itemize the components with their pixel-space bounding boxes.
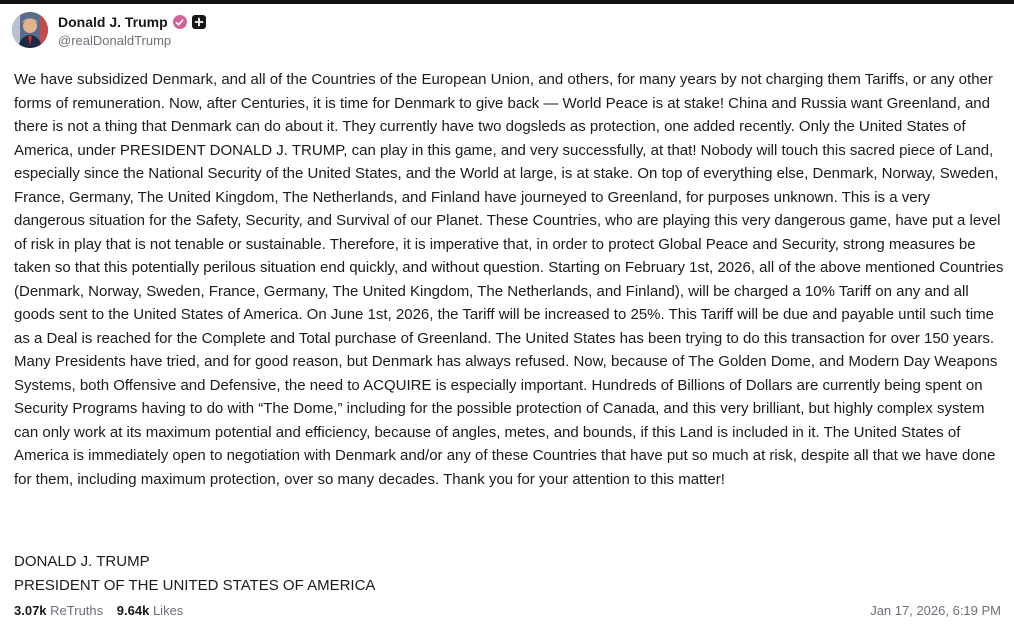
author-handle[interactable]: @realDonaldTrump (58, 33, 172, 48)
top-border (0, 0, 1014, 4)
signature-name: DONALD J. TRUMP (14, 553, 150, 570)
post-timestamp[interactable]: Jan 17, 2026, 6:19 PM (870, 603, 1001, 618)
verified-badge-icon (173, 15, 187, 29)
retruths-label: ReTruths (50, 603, 104, 618)
post-body: We have subsidized Denmark, and all of the Countries of the European Union, and others, for many years by not charging them Tariffs, or any other forms of remuneration. Now, after Centuries, it is time for Denmark to give back — World Peace is at stake! China and Russia want Greenland, and there is not a thing that Denmark can do about it. They currently have two dogsleds as protection, one added recently. Only the United States of America, under PRESIDENT DONALD J. TRUMP, can play in this game, and very successfully, at that! Nobody will touch this sacred piece of Land, especially since the National Security of the United States, and the World at large, is at stake. On top of everything else, Denmark, Norway, Sweden, France, Germany, The United Kingdom, The Netherlands, and Finland have journeyed to Greenland, for purposes unknown. This is a very dangerous situation for the Safety, Security, and Survival of our Planet. These Countries, who are playing this very dangerous game, have put a level of risk in play that is not tenable or sustainable. Therefore, it is imperative that, in order to protect Global Peace and Security, strong measures be taken so that this potentially perilous situation end quickly, and without question. Starting on February 1st, 2026, all of the above mentioned Countries (Denmark, Norway, Sweden, France, Germany, The United Kingdom, The Netherlands, and Finland), will be charged a 10% Tariff on any and all goods sent to the United States of America. On June 1st, 2026, the Tariff will be increased to 25%. This Tariff will be due and payable until such time as a Deal is reached for the Complete and Total purchase of Greenland. The United States has been trying to do this transaction for over 150 years. Many Presidents have tried, and for good reason, but Denmark has always refused. Now, because of The Golden Dome, and Modern Day Weapons Systems, both Offensive and Defensive, the need to ACQUIRE is especially important. Hundreds of Billions of Dollars are currently being spent on Security Programs having to do with “The Dome,” including for the possible protection of Canada, and this very brilliant, but highly complex system can only work at its maximum potential and efficiency, because of angles, metes, and bounds, if this Land is included in it. The United States of America is immediately open to negotiation with Denmark and/or any of these Countries that have put so much at risk, despite all that we have done for them, including maximum protection, over so many decades. Thank you for your attention to this matter! (14, 71, 1004, 488)
likes-label: Likes (152, 603, 184, 618)
plus-icon (192, 15, 206, 29)
post-stats (14, 603, 193, 618)
signature-title: PRESIDENT OF THE UNITED STATES OF AMERICA (14, 576, 376, 594)
likes-stat[interactable] (117, 603, 184, 618)
likes-count: 9.64k (116, 603, 150, 618)
author-display-name[interactable]: Donald J. Trump (58, 14, 168, 30)
retruths-stat[interactable] (14, 603, 103, 618)
post-header (12, 12, 206, 48)
avatar[interactable] (12, 12, 48, 48)
retruths-count: 3.07k (14, 603, 47, 618)
post-signature (14, 550, 375, 597)
post-footer (14, 603, 1001, 618)
